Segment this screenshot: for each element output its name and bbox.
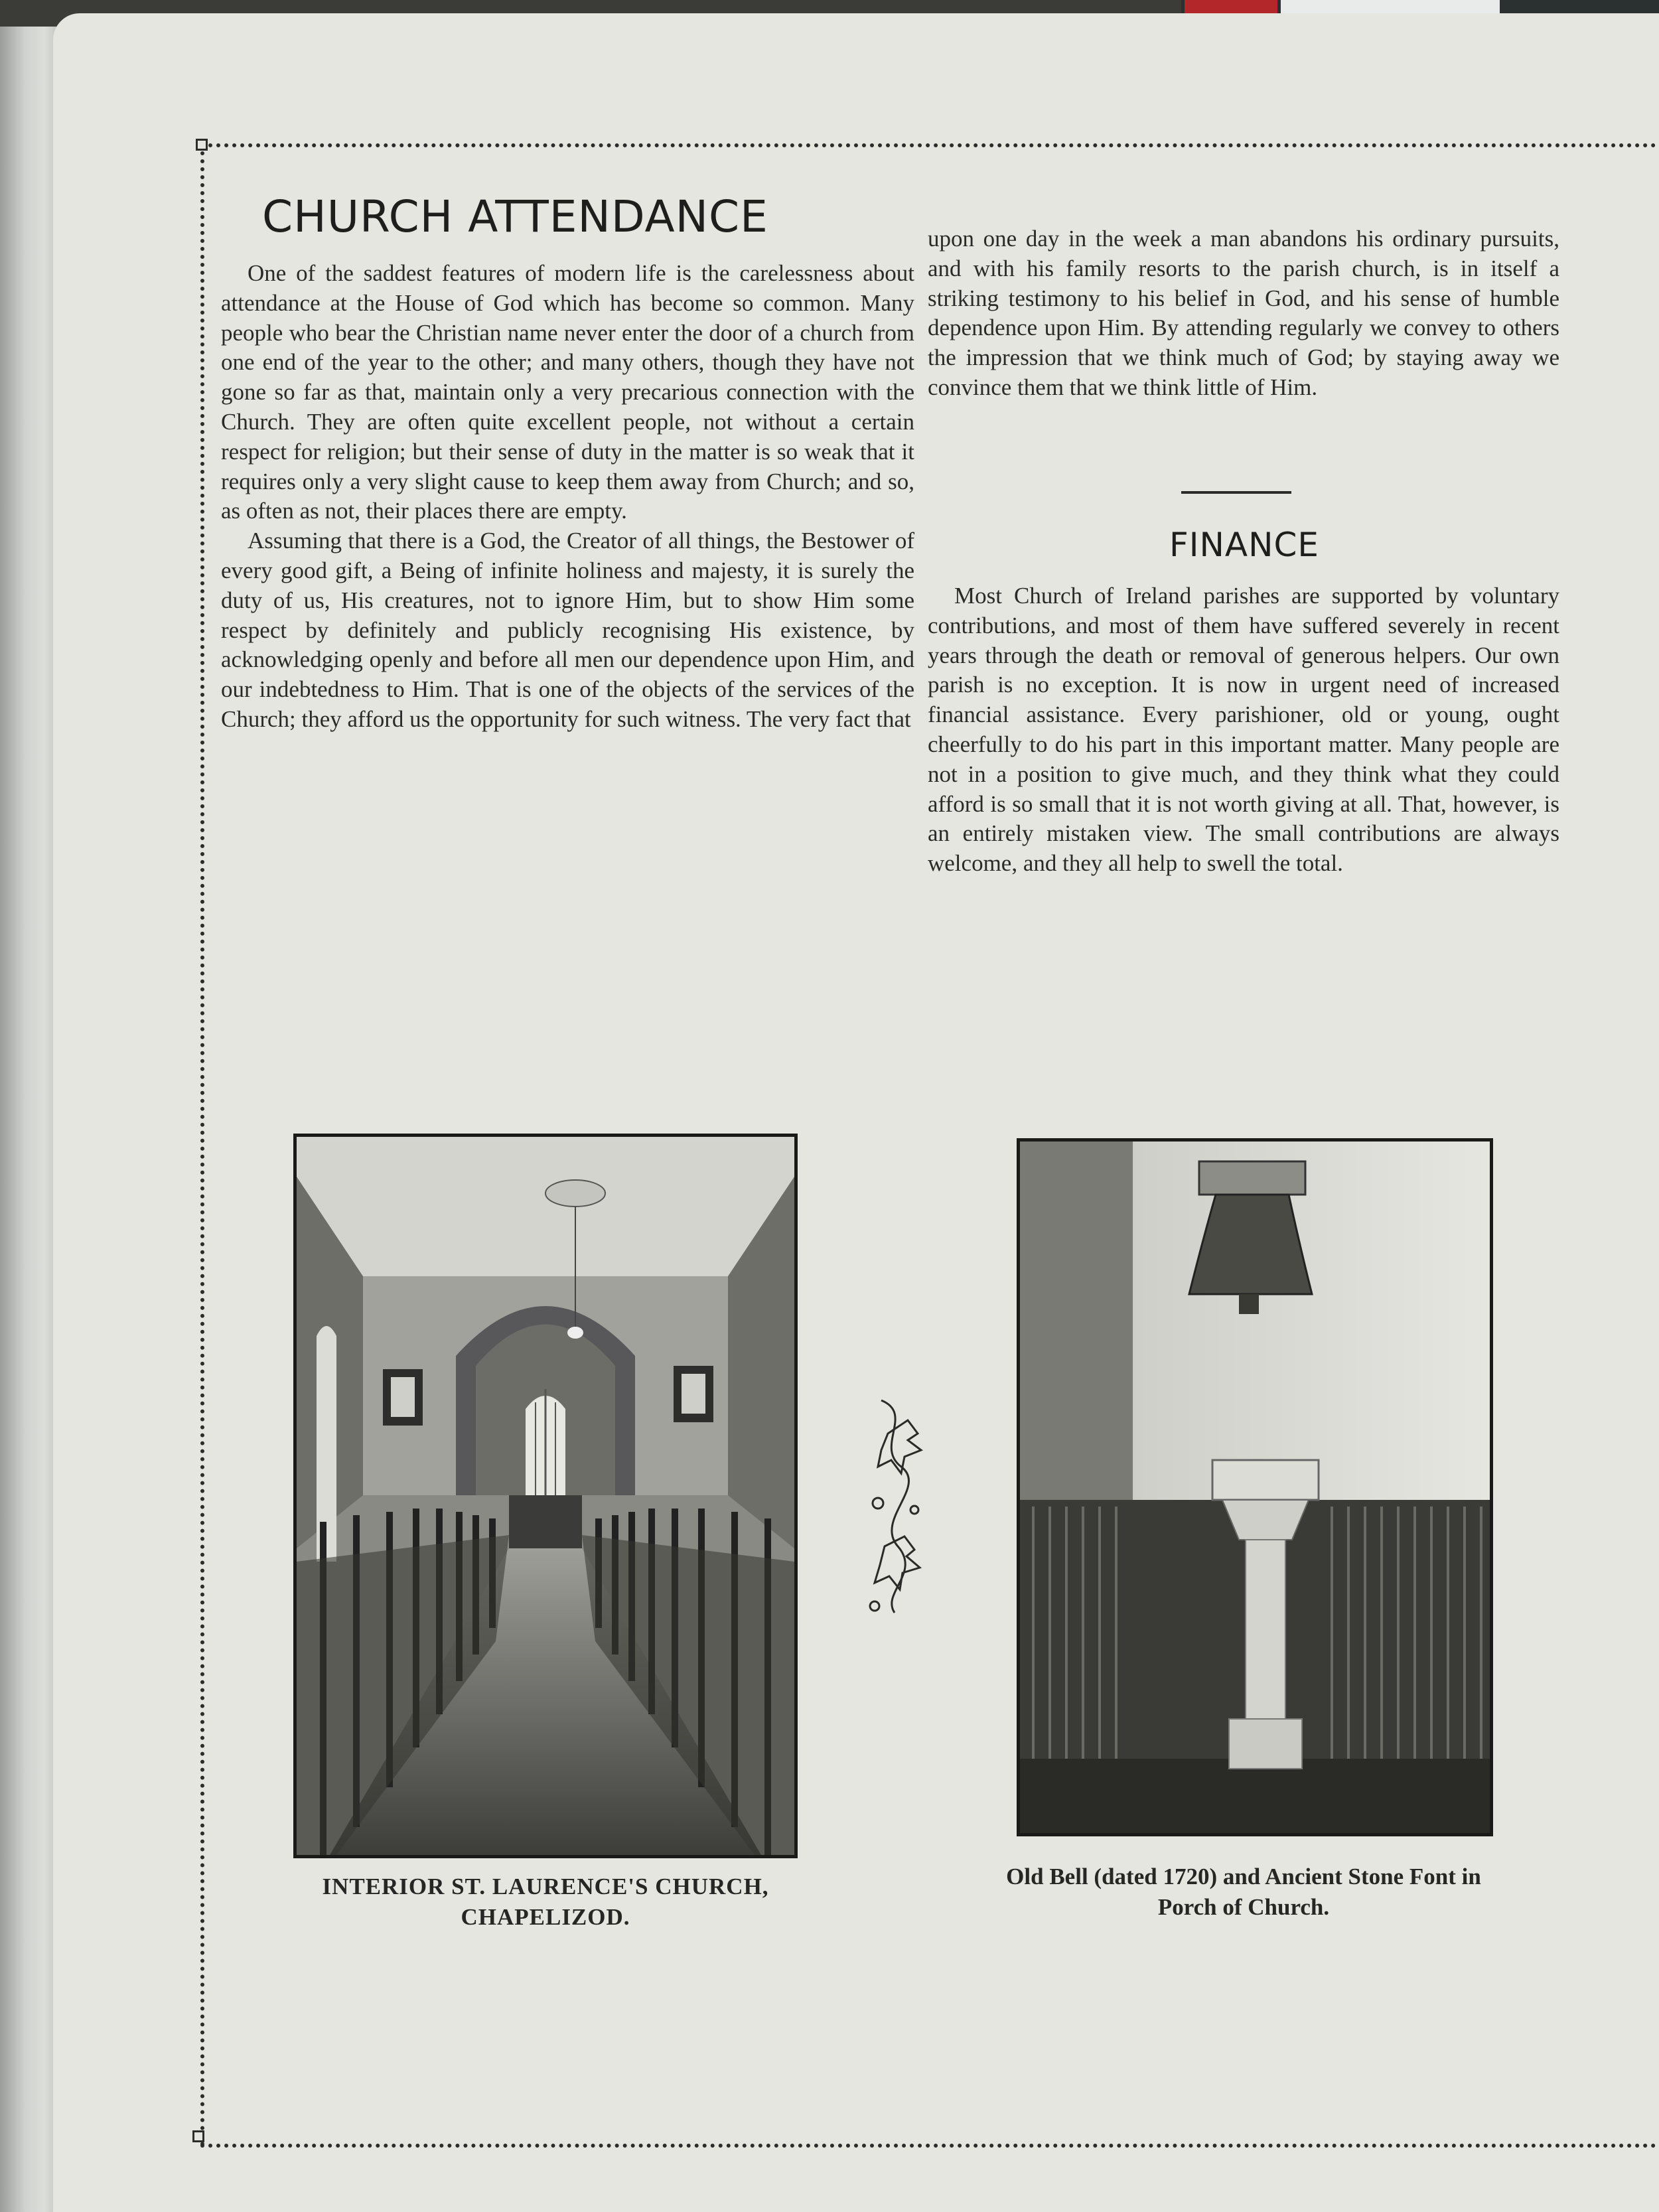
bell-and-font-photo	[1017, 1138, 1493, 1836]
caption-line: Old Bell (dated 1720) and Ancient Stone Font in	[1006, 1864, 1481, 1889]
paragraph: upon one day in the week a man abandons his ordinary pursuits, and with his family resorts to the parish church, is in itself a striking testimony to his belief in God, and his sense of humble dependence upon Him. By attending regularly we convey to others the impression that we think much of God; by staying away we convince them that we think little of Him.	[928, 226, 1559, 400]
caption-line: CHAPELIZOD.	[461, 1904, 630, 1930]
leaf-vine-ornament-icon	[861, 1394, 934, 1619]
document-page	[53, 13, 1659, 2212]
left-column	[221, 259, 914, 735]
photo-caption-right	[928, 1862, 1559, 1923]
church-interior-photo	[293, 1134, 798, 1858]
paragraph: One of the saddest features of modern life is the carelessness about attendance at the House of God which has become so common. Many people who bear the Christian name never enter the door of a church from one end of the year to the other; and many others, though they have not gone so far as that, maintain only a very precarious connection with the Church. They are often quite excellent people, not without a certain respect for religion; but their sense of duty in the matter is so weak that it requires only a very slight cause to keep them away from Church; and so, as often as not, their places there are empty.	[221, 260, 914, 524]
paragraph: Most Church of Ireland parishes are supported by voluntary contributions, and most of them have suffered severely in recent years through the death or removal of generous helpers. Our own parish is no exception. It is now in urgent need of increased financial assistance. Every parishioner, old or young, ought cheerfully to do his part in this important matter. Many people are not in a position to give much, and they think what they could afford is so small that it is not worth giving at all. That, however, is an entirely mistaken view. The small contributions are always welcome, and they all help to swell the total.	[928, 583, 1559, 877]
photo-caption-left	[267, 1872, 824, 1933]
section-title: FINANCE	[1169, 526, 1320, 564]
finance-column	[928, 581, 1559, 879]
church-interior-illustration	[297, 1137, 794, 1855]
caption-line: Porch of Church.	[1157, 1894, 1330, 1920]
right-column	[928, 224, 1559, 403]
frame-corner	[196, 139, 208, 151]
caption-line: INTERIOR ST. LAURENCE'S CHURCH,	[322, 1874, 769, 1899]
section-divider	[1181, 491, 1291, 494]
frame-corner	[192, 2130, 204, 2142]
page-title: CHURCH ATTENDANCE	[262, 191, 768, 242]
paragraph: Assuming that there is a God, the Creator of all things, the Bestower of every good gift, a Being of infinite holiness and majesty, it is surely the duty of us, His creatures, not to ignore Him, but to show Him some respect by definitely and publicly recognising His existence, by acknowledging openly and before all men our dependence upon Him, and our indebtedness to Him. That is one of the objects of the services of the Church; they afford us the opportunity for such witness. The very fact that	[221, 528, 914, 732]
bell-and-font-illustration	[1020, 1142, 1490, 1833]
